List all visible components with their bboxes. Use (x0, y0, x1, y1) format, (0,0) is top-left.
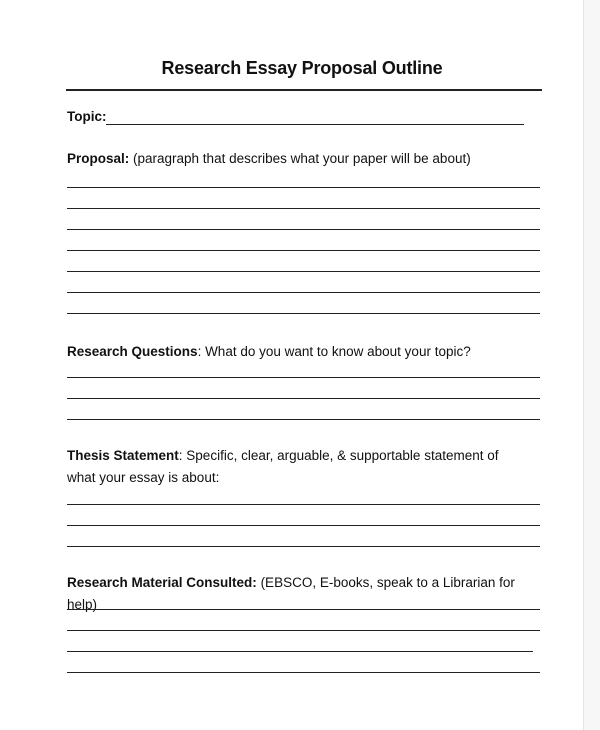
thesis-statement-line-1[interactable] (67, 504, 540, 505)
research-questions-line-3[interactable] (67, 419, 540, 420)
research-material-line-3[interactable] (67, 651, 533, 652)
research-questions-line-2[interactable] (67, 398, 540, 399)
thesis-statement-heading (67, 445, 519, 489)
thesis-statement-line-2[interactable] (67, 525, 540, 526)
title-divider (66, 89, 542, 91)
research-questions-line-1[interactable] (67, 377, 540, 378)
proposal-prompt: (paragraph that describes what your paper will be about) (129, 151, 471, 166)
research-material-line-4[interactable] (67, 672, 540, 673)
thesis-statement-label: Thesis Statement (67, 448, 179, 463)
topic-label: Topic: (67, 109, 107, 124)
thesis-statement-line-3[interactable] (67, 546, 540, 547)
research-questions-label: Research Questions (67, 344, 198, 359)
proposal-line-7[interactable] (67, 313, 540, 314)
proposal-line-2[interactable] (67, 208, 540, 209)
research-material-label: Research Material Consulted: (67, 575, 257, 590)
research-questions-prompt: : What do you want to know about your topic? (197, 344, 471, 359)
proposal-line-5[interactable] (67, 271, 540, 272)
proposal-label: Proposal: (67, 151, 130, 166)
topic-fill-line[interactable] (106, 124, 524, 125)
proposal-line-6[interactable] (67, 292, 540, 293)
proposal-line-4[interactable] (67, 250, 540, 251)
proposal-heading (67, 148, 527, 170)
research-questions-heading (67, 341, 527, 363)
proposal-line-1[interactable] (67, 187, 540, 188)
document-title: Research Essay Proposal Outline (161, 58, 443, 78)
research-material-prompt: (EBSCO, E-books, speak to a Librarian for help) (67, 575, 515, 612)
thesis-statement-prompt: : Specific, clear, arguable, & supportable statement of what your essay is about: (67, 448, 499, 485)
research-material-line-1[interactable] (67, 609, 540, 610)
proposal-line-3[interactable] (67, 229, 540, 230)
page-edge (583, 0, 600, 730)
research-material-line-2[interactable] (67, 630, 540, 631)
